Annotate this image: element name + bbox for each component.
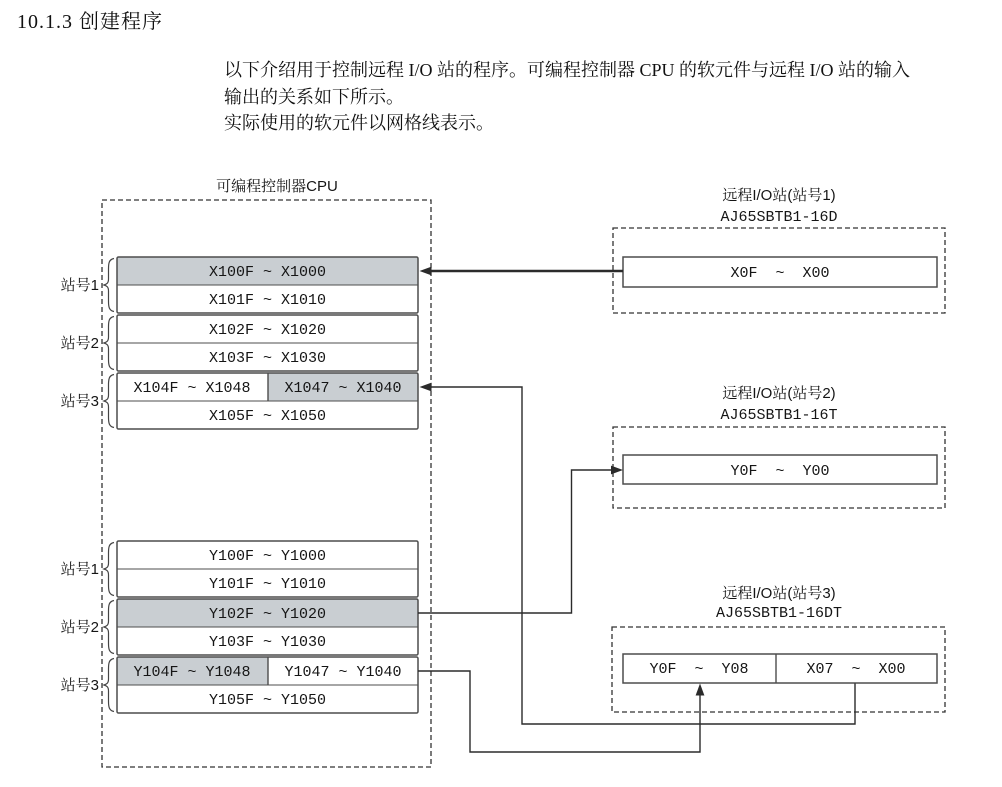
remote-io-cell: Y0F ~ Y08 xyxy=(649,661,749,678)
output-row-cell: Y105F ~ Y1050 xyxy=(208,692,327,709)
remote-io-cell: Y0F ~ Y00 xyxy=(730,463,830,480)
input-row-cell: X100F ~ X1000 xyxy=(208,264,327,281)
paragraph-line: 以下介绍用于控制远程 I/O 站的程序。可编程控制器 CPU 的软元件与远程 I/O 站的输入 xyxy=(224,60,911,80)
station-brace xyxy=(104,601,114,654)
remote-station-model: AJ65SBTB1-16D xyxy=(720,209,838,226)
arrowhead-left xyxy=(420,383,432,392)
input-row-cell: X104F ~ X1048 xyxy=(133,380,251,397)
connector-cpu-output-to-station2 xyxy=(418,466,623,613)
station-label: 站号1 xyxy=(60,561,99,578)
station-label: 站号3 xyxy=(60,677,99,694)
section-heading: 10.1.3 创建程序 xyxy=(17,11,163,33)
station-label: 站号2 xyxy=(60,619,99,636)
output-row-cell: Y1047 ~ Y1040 xyxy=(284,664,402,681)
output-row-cell: Y101F ~ Y1010 xyxy=(208,576,327,593)
remote-station-model: AJ65SBTB1-16T xyxy=(720,407,838,424)
remote-io-cell: X07 ~ X00 xyxy=(806,661,906,678)
paragraph-line: 实际使用的软元件以网格线表示。 xyxy=(224,113,494,133)
remote-station-title: 远程I/O站(站号2) xyxy=(722,385,836,402)
input-row-cell: X1047 ~ X1040 xyxy=(284,380,402,397)
remote-station-title: 远程I/O站(站号3) xyxy=(722,585,836,602)
input-row-cell: X105F ~ X1050 xyxy=(208,408,327,425)
station-brace xyxy=(104,659,114,712)
station-brace xyxy=(104,375,114,428)
station-brace xyxy=(104,543,114,596)
output-row-cell: Y103F ~ Y1030 xyxy=(208,634,327,651)
output-row-cell: Y104F ~ Y1048 xyxy=(133,664,251,681)
station-brace xyxy=(104,317,114,370)
arrowhead-left xyxy=(420,267,432,276)
remote-station-model: AJ65SBTB1-16DT xyxy=(715,605,843,622)
arrowhead-up xyxy=(696,684,705,696)
connector-station3-input-to-cpu xyxy=(420,383,856,724)
output-row-cell: Y100F ~ Y1000 xyxy=(208,548,327,565)
connector-station1-to-cpu-input xyxy=(420,267,624,276)
input-row-cell: X102F ~ X1020 xyxy=(208,322,327,339)
station-label: 站号2 xyxy=(60,335,99,352)
paragraph-line: 输出的关系如下所示。 xyxy=(224,86,404,107)
remote-station-title: 远程I/O站(站号1) xyxy=(722,187,836,204)
station-label: 站号3 xyxy=(60,393,99,410)
input-row-cell: X103F ~ X1030 xyxy=(208,350,327,367)
cpu-label: 可编程控制器CPU xyxy=(216,178,338,195)
remote-io-cell: X0F ~ X00 xyxy=(730,265,830,282)
output-row-cell: Y102F ~ Y1020 xyxy=(208,606,327,623)
station-brace xyxy=(104,259,114,312)
input-row-cell: X101F ~ X1010 xyxy=(208,292,327,309)
station-label: 站号1 xyxy=(60,277,99,294)
arrowhead-right xyxy=(611,466,623,475)
